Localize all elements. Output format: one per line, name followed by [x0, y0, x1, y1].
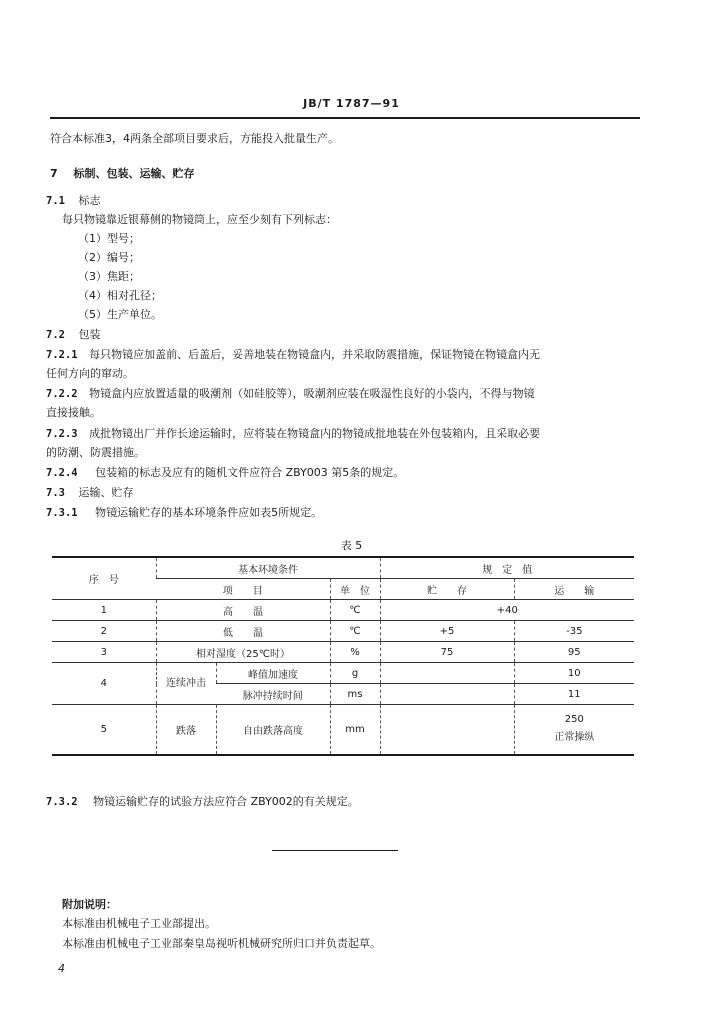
cell-trans-value: 250 — [564, 714, 584, 726]
section-7-3-2 — [46, 793, 359, 809]
section-7-2-3-text: 成批物镜出厂并作长途运输时，应将装在物镜盒内的物镜成批地装在外包装箱内，且采取必要 — [89, 427, 541, 440]
cell-unit: ms — [330, 684, 380, 705]
cell-no: 5 — [52, 705, 156, 755]
cell-store — [380, 684, 514, 705]
cell-unit: ℃ — [330, 621, 380, 642]
section-7-1-number: 7.1 — [46, 195, 65, 207]
header-store: 贮 存 — [380, 579, 514, 600]
end-rule — [272, 850, 398, 851]
cell-no: 3 — [52, 642, 156, 663]
section-7-3-heading — [46, 484, 133, 500]
header-rule — [50, 117, 640, 119]
cell-store — [380, 663, 514, 684]
cell-item: 低 温 — [156, 621, 330, 642]
section-7-1-body: 每只物镜靠近银幕侧的物镜筒上，应至少刻有下列标志： — [62, 213, 337, 226]
environment-table — [52, 556, 634, 756]
notes-line-2: 本标准由机械电子工业部秦皇岛视听机械研究所归口并负责起草。 — [62, 937, 381, 950]
section-7-heading — [50, 165, 195, 181]
cell-store: +5 — [380, 621, 514, 642]
cell-unit: g — [330, 663, 380, 684]
cell-no: 2 — [52, 621, 156, 642]
header-no: 序 号 — [52, 557, 156, 600]
table-row — [52, 621, 634, 642]
cell-trans: 11 — [514, 684, 634, 705]
page-number: 4 — [58, 962, 65, 975]
section-7-3-1 — [46, 504, 322, 520]
header-spec: 规 定 值 — [380, 557, 634, 579]
cell-subitem: 峰值加速度 — [216, 663, 330, 684]
notes-line-1: 本标准由机械电子工业部提出。 — [62, 917, 216, 930]
table-row — [52, 600, 634, 621]
cell-no: 4 — [52, 663, 156, 705]
section-7-2-2-line1 — [46, 385, 535, 401]
cell-value: +40 — [380, 600, 634, 621]
cell-no: 1 — [52, 600, 156, 621]
cell-group: 跌落 — [156, 705, 216, 755]
notes-title: 附加说明： — [62, 898, 117, 911]
header-condition: 基本环境条件 — [156, 557, 380, 579]
section-7-2-4-text: 包装箱的标志及应有的随机文件应符合 ZBY003 第5条的规定。 — [95, 466, 405, 479]
section-7-2-1-number: 7.2.1 — [46, 349, 78, 361]
cell-unit: % — [330, 642, 380, 663]
section-7-2-number: 7.2 — [46, 329, 65, 341]
section-7-2-title: 包装 — [78, 328, 101, 341]
cell-unit: mm — [330, 705, 380, 755]
section-7-1-title: 标志 — [78, 194, 101, 207]
section-7-2-3-line1 — [46, 425, 540, 441]
section-7-2-1-text: 每只物镜应加盖前、后盖后，妥善地装在物镜盒内，并采取防震措施，保证物镜在物镜盒内无 — [89, 348, 541, 361]
section-7-3-1-text: 物镜运输贮存的基本环境条件应如表5所规定。 — [95, 506, 323, 519]
table-row — [52, 663, 634, 684]
list-item: （5）生产单位。 — [78, 308, 162, 321]
cell-item: 高 温 — [156, 600, 330, 621]
section-7-3-number: 7.3 — [46, 487, 65, 499]
table-header-row — [52, 557, 634, 579]
header-unit: 单 位 — [330, 579, 380, 600]
section-7-3-title: 运输、贮存 — [78, 486, 134, 499]
intro-text: 符合本标准3，4两条全部项目要求后，方能投入批量生产。 — [50, 132, 339, 145]
section-7-2-4-number: 7.2.4 — [46, 467, 78, 479]
header-item: 项 目 — [156, 579, 330, 600]
list-item: （1）型号； — [78, 232, 140, 245]
cell-unit: ℃ — [330, 600, 380, 621]
section-7-title: 标制、包装、运输、贮存 — [73, 167, 195, 180]
section-7-3-2-number: 7.3.2 — [46, 796, 78, 808]
section-7-2-2-number: 7.2.2 — [46, 388, 78, 400]
section-7-2-2-text: 物镜盒内应放置适量的吸潮剂（如硅胶等），吸潮剂应装在吸湿性良好的小袋内，不得与物镜 — [89, 387, 535, 400]
section-7-2-3-line2: 的防潮、防震措施。 — [46, 446, 145, 459]
table-caption: 表 5 — [340, 539, 363, 552]
section-7-2-2-line2: 直接接触。 — [46, 406, 101, 419]
list-item: （3）焦距； — [78, 270, 140, 283]
cell-trans-note: 正常操纵 — [554, 732, 595, 744]
cell-item: 相对湿度（25℃时） — [156, 642, 330, 663]
document-header: JB/T 1787—91 — [303, 97, 400, 110]
section-7-2-3-number: 7.2.3 — [46, 428, 78, 440]
cell-trans: 95 — [514, 642, 634, 663]
section-7-number: 7 — [50, 167, 58, 180]
cell-trans — [514, 705, 634, 755]
cell-item: 自由跌落高度 — [216, 705, 330, 755]
list-item: （4）相对孔径； — [78, 289, 162, 302]
cell-subitem: 脉冲持续时间 — [216, 684, 330, 705]
cell-store — [380, 705, 514, 755]
section-7-2-1-line1 — [46, 346, 540, 362]
table-row — [52, 705, 634, 755]
cell-group: 连续冲击 — [156, 663, 216, 705]
section-7-3-1-number: 7.3.1 — [46, 507, 78, 519]
cell-trans: -35 — [514, 621, 634, 642]
cell-trans: 10 — [514, 663, 634, 684]
list-item: （2）编号； — [78, 251, 140, 264]
section-7-1-heading — [46, 192, 100, 208]
section-7-2-heading — [46, 326, 100, 342]
section-7-2-1-line2: 任何方向的窜动。 — [46, 367, 134, 380]
table-row — [52, 642, 634, 663]
section-7-2-4 — [46, 464, 404, 480]
header-trans: 运 输 — [514, 579, 634, 600]
cell-store: 75 — [380, 642, 514, 663]
section-7-3-2-text: 物镜运输贮存的试验方法应符合 ZBY002的有关规定。 — [93, 795, 359, 808]
